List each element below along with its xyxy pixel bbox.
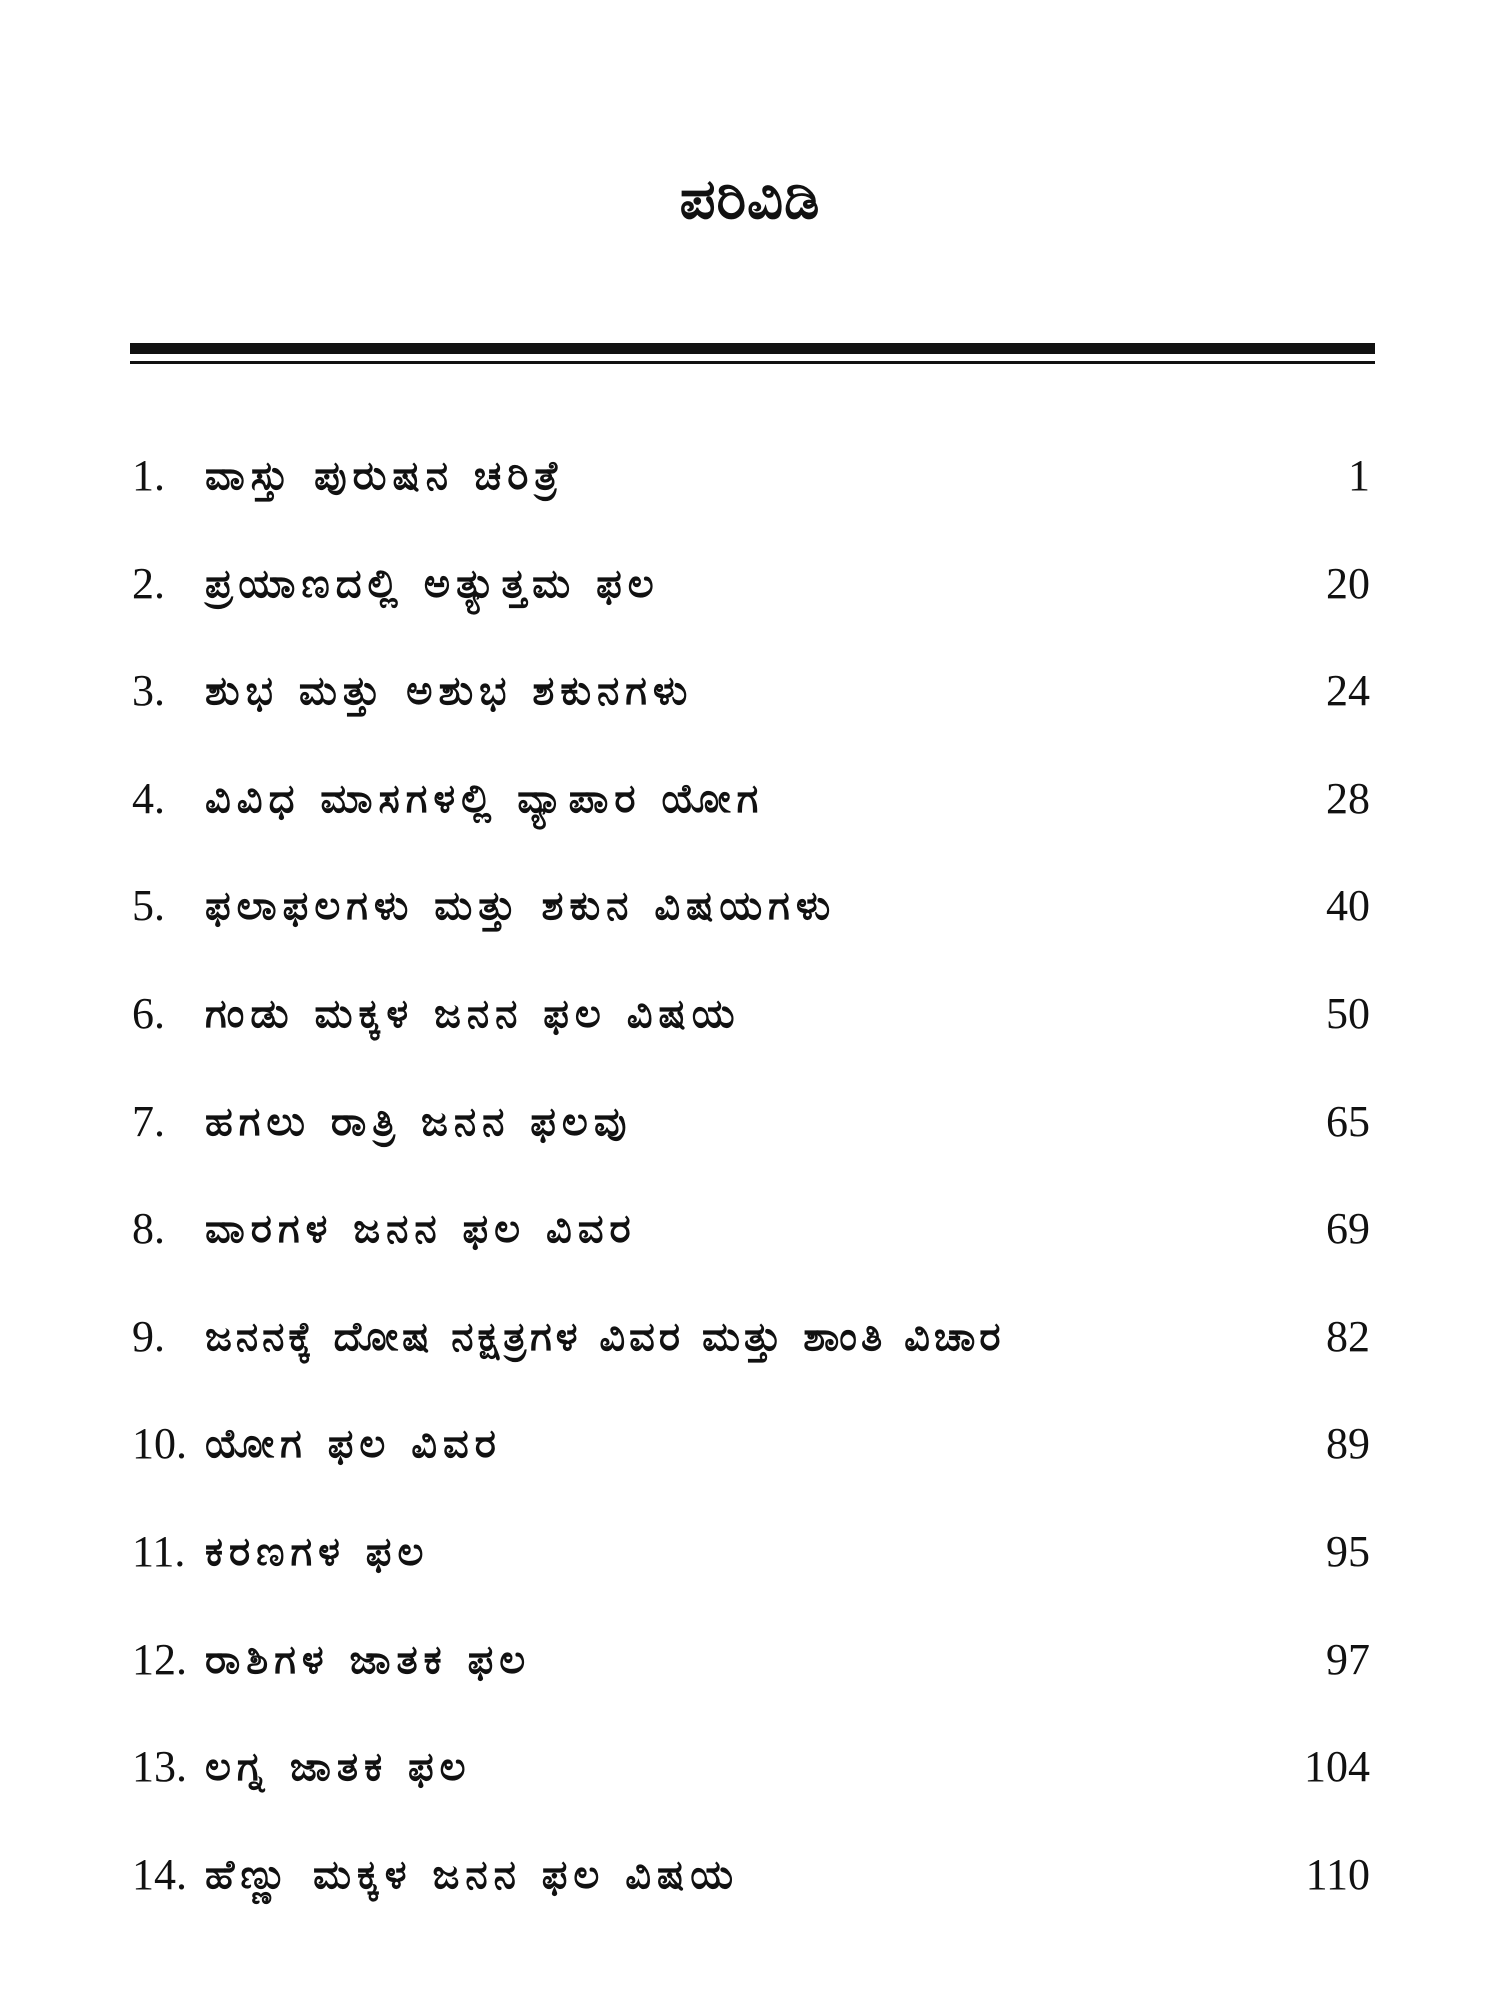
toc-entry[interactable] xyxy=(0,972,1500,1080)
title-rule-thick xyxy=(130,343,1375,354)
entry-title: ವಾರಗಳ ಜನನ ಫಲ ವಿವರ xyxy=(205,1206,637,1253)
entry-number: 4. xyxy=(132,773,165,823)
toc-entry[interactable] xyxy=(0,1187,1500,1295)
entry-number: 8. xyxy=(132,1204,165,1254)
toc-entry[interactable] xyxy=(0,1510,1500,1618)
entry-number: 5. xyxy=(132,881,165,931)
entry-page-number: 40 xyxy=(1326,881,1370,931)
entry-page-number: 28 xyxy=(1326,773,1370,823)
entry-title: ಪ್ರಯಾಣದಲ್ಲಿ ಅತ್ಯುತ್ತಮ ಫಲ xyxy=(205,560,660,607)
entry-number: 11. xyxy=(132,1526,186,1576)
page-title: ಪರಿವಿಡಿ xyxy=(679,167,821,232)
toc-entry[interactable] xyxy=(0,1618,1500,1726)
entry-title: ಫಲಾಫಲಗಳು ಮತ್ತು ಶಕುನ ವಿಷಯಗಳು xyxy=(205,883,837,930)
entry-page-number: 110 xyxy=(1305,1849,1370,1899)
toc-entry[interactable] xyxy=(0,649,1500,757)
entry-number: 9. xyxy=(132,1311,165,1361)
entry-number: 12. xyxy=(132,1634,187,1684)
entry-page-number: 1 xyxy=(1348,451,1370,500)
entry-number: 3. xyxy=(132,666,165,716)
toc-entry[interactable] xyxy=(0,434,1500,542)
entry-number: 6. xyxy=(132,988,165,1038)
entry-page-number: 50 xyxy=(1326,988,1370,1038)
toc-entry[interactable] xyxy=(0,1725,1500,1833)
toc-entry[interactable] xyxy=(0,1402,1500,1510)
entry-title: ಜನನಕ್ಕೆ ದೋಷ ನಕ್ಷತ್ರಗಳ ವಿವರ ಮತ್ತು ಶಾಂತಿ ವಿಚಾರ xyxy=(205,1313,1005,1360)
toc-entry[interactable] xyxy=(0,542,1500,650)
entry-number: 14. xyxy=(132,1849,187,1899)
entry-title: ಹೆಣ್ಣು ಮಕ್ಕಳ ಜನನ ಫಲ ವಿಷಯ xyxy=(205,1851,740,1898)
entry-number: 1. xyxy=(132,451,165,500)
toc-entry[interactable] xyxy=(0,1080,1500,1188)
entry-number: 7. xyxy=(132,1096,165,1146)
toc-entry[interactable] xyxy=(0,1833,1500,1941)
entry-title: ಲಗ್ನ ಜಾತಕ ಫಲ xyxy=(205,1744,472,1791)
entry-title: ಶುಭ ಮತ್ತು ಅಶುಭ ಶಕುನಗಳು xyxy=(205,668,694,715)
entry-page-number: 95 xyxy=(1326,1526,1370,1576)
entry-page-number: 69 xyxy=(1326,1204,1370,1254)
entry-page-number: 97 xyxy=(1326,1634,1370,1684)
entry-title: ಹಗಲು ರಾತ್ರಿ ಜನನ ಫಲವು xyxy=(205,1098,633,1145)
entry-title: ವಿವಿಧ ಮಾಸಗಳಲ್ಲಿ ವ್ಯಾಪಾರ ಯೋಗ xyxy=(205,775,765,822)
entry-page-number: 65 xyxy=(1326,1096,1370,1146)
entry-title: ಗಂಡು ಮಕ್ಕಳ ಜನನ ಫಲ ವಿಷಯ xyxy=(205,990,741,1037)
entry-page-number: 82 xyxy=(1326,1311,1370,1361)
entry-number: 13. xyxy=(132,1742,187,1792)
toc-entry[interactable] xyxy=(0,1295,1500,1403)
toc-entry[interactable] xyxy=(0,864,1500,972)
toc-entry[interactable] xyxy=(0,757,1500,865)
entry-number: 10. xyxy=(132,1419,187,1469)
entry-page-number: 24 xyxy=(1326,666,1370,716)
table-of-contents xyxy=(0,434,1500,1940)
entry-title: ರಾಶಿಗಳ ಜಾತಕ ಫಲ xyxy=(205,1636,532,1683)
entry-page-number: 89 xyxy=(1326,1419,1370,1469)
entry-page-number: 104 xyxy=(1304,1742,1370,1792)
entry-title: ಯೋಗ ಫಲ ವಿವರ xyxy=(205,1421,502,1468)
entry-number: 2. xyxy=(132,558,165,608)
entry-title: ವಾಸ್ತು ಪುರುಷನ ಚರಿತ್ರೆ xyxy=(205,453,565,499)
entry-title: ಕರಣಗಳ ಫಲ xyxy=(205,1528,430,1575)
title-rule-thin xyxy=(130,361,1375,364)
entry-page-number: 20 xyxy=(1326,558,1370,608)
